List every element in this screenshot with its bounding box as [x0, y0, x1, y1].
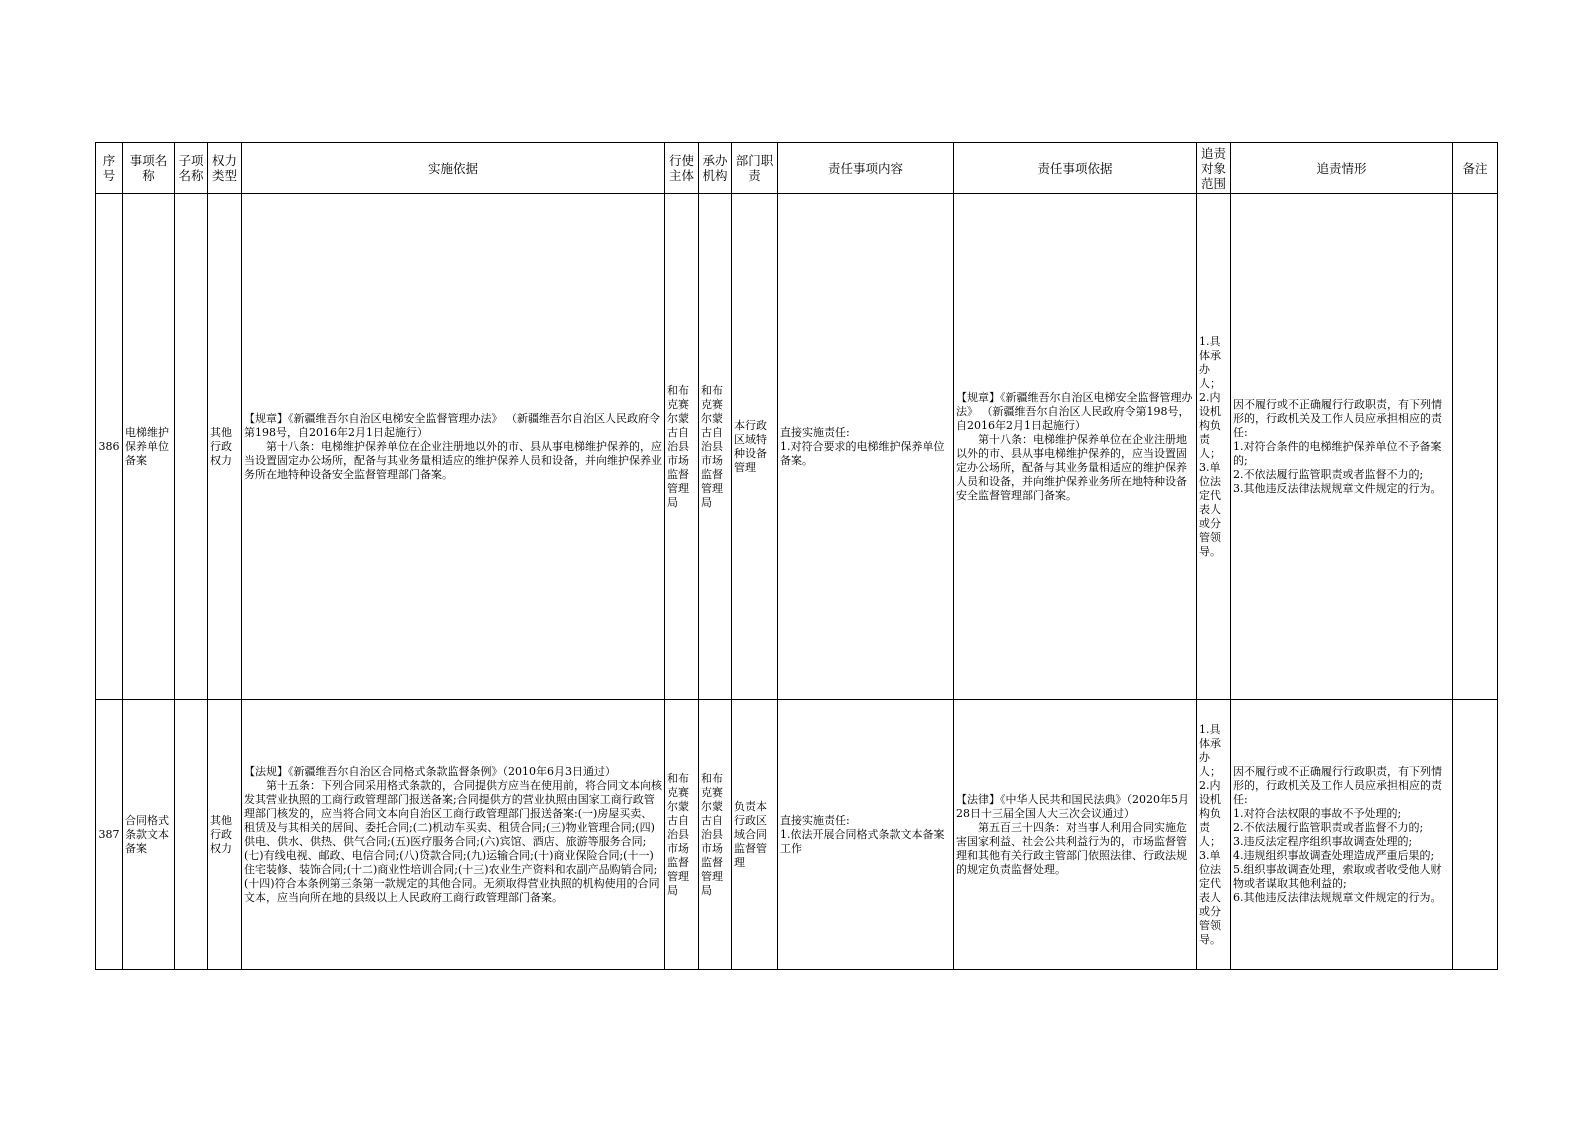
resp-basis-source: 【法律】《中华人民共和国民法典》（2020年5月28日十三届全国人大三次会议通过） — [956, 792, 1189, 820]
header-seq: 序号 — [96, 143, 123, 194]
cell-item: 合同格式条款文本备案 — [123, 700, 175, 970]
basis-article: 第十五条：下列合同采用格式条款的，合同提供方应当在使用前，将合同文本向核发其营业执照的工商行政管理部门报送备案;合同提供方的营业执照由国家工商行政管理部门核发的，应当将合同文本向自治区工商行政管理部门报送备案:(一)房屋买卖、租赁及与其相关的居间、委托合同;(二)机动车买卖、租赁合同;(三)物业管理合同;(四)供电、供水、供热、供气合同;(五)医疗服务合同;(六)宾馆、酒店、旅游等服务合同;(七)有线电视、邮政、电信合同;(八)贷款合同;(九)运输合同;(十)商业保险合同;(十一)住宅装修、装饰合同;(十二)商业性培训合同;(十三)农业生产资料和农副产品购销合同;(十四)符合本条例第三条第一款规定的其他合同。无须取得营业执照的机构使用的合同文本，应当向所在地的县级以上人民政府工商行政管理部门备案。 — [244, 778, 662, 904]
cell-note — [1453, 194, 1498, 700]
cell-org: 和布克赛尔蒙古自治县市场监督管理局 — [699, 700, 732, 970]
cell-sub — [175, 700, 208, 970]
cell-seq: 387 — [96, 700, 123, 970]
cell-scope: 1.具体承办人；2.内设机构负责人；3.单位法定代表人或分管领导。 — [1197, 194, 1231, 700]
situation-line: 6.其他违反法律法规规章文件规定的行为。 — [1233, 890, 1442, 904]
header-resp-basis: 责任事项依据 — [954, 143, 1197, 194]
situation-line: 因不履行或不正确履行行政职责，有下列情形的，行政机关及工作人员应承担相应的责任: — [1233, 764, 1442, 806]
content-line: 直接实施责任: — [780, 813, 850, 827]
situation-line: 2.不依法履行监管职责或者监督不力的; — [1233, 820, 1424, 834]
content-line: 1.对符合要求的电梯维护保养单位备案。 — [780, 439, 945, 467]
cell-subject: 和布克赛尔蒙古自治县市场监督管理局 — [665, 194, 699, 700]
situation-line: 5.组织事故调查处理，索取或者收受他人财物或者谋取其他利益的; — [1233, 862, 1442, 890]
cell-basis — [242, 700, 665, 970]
cell-duty: 负责本行政区域合同监督管理 — [732, 700, 778, 970]
content-line: 直接实施责任: — [780, 425, 850, 439]
cell-situation — [1231, 194, 1453, 700]
cell-situation — [1231, 700, 1453, 970]
header-sub: 子项名称 — [175, 143, 208, 194]
situation-line: 3.违反法定程序组织事故调查处理的; — [1233, 834, 1413, 848]
cell-note — [1453, 700, 1498, 970]
cell-item: 电梯维护保养单位备案 — [123, 194, 175, 700]
situation-line: 1.对符合条件的电梯维护保养单位不予备案的; — [1233, 439, 1442, 467]
header-item: 事项名称 — [123, 143, 175, 194]
power-list-table — [95, 142, 1498, 970]
resp-basis-article: 第十八条：电梯维护保养单位在企业注册地以外的市、县从事电梯维护保养的，应当设置固定办公场所，配备与其业务量相适应的维护保养人员和设备，并向维护保养业务所在地特种设备安全监督管理部门备案。 — [956, 432, 1187, 502]
header-duty: 部门职责 — [732, 143, 778, 194]
cell-duty: 本行政区域特种设备管理 — [732, 194, 778, 700]
cell-type: 其他行政权力 — [208, 700, 242, 970]
content-line: 1.依法开展合同格式条款文本备案工作 — [780, 827, 945, 855]
situation-line: 3.其他违反法律法规规章文件规定的行为。 — [1233, 481, 1442, 495]
cell-subject: 和布克赛尔蒙古自治县市场监督管理局 — [665, 700, 699, 970]
table-row — [96, 194, 1498, 700]
cell-seq: 386 — [96, 194, 123, 700]
header-situation: 追责情形 — [1231, 143, 1453, 194]
cell-content — [778, 700, 954, 970]
cell-org: 和布克赛尔蒙古自治县市场监督管理局 — [699, 194, 732, 700]
table-row — [96, 700, 1498, 970]
resp-basis-article: 第五百三十四条：对当事人利用合同实施危害国家利益、社会公共利益行为的，市场监督管理和其他有关行政主管部门依照法律、行政法规的规定负责监督处理。 — [956, 820, 1187, 876]
basis-source: 【法规】《新疆维吾尔自治区合同格式条款监督条例》（2010年6月3日通过） — [244, 764, 616, 778]
resp-basis-source: 【规章】《新疆维吾尔自治区电梯安全监督管理办法》 （新疆维吾尔自治区人民政府令第198号，自2016年2月1日起施行） — [956, 390, 1193, 432]
basis-article: 第十八条：电梯维护保养单位在企业注册地以外的市、县从事电梯维护保养的，应当设置固定办公场所，配备与其业务量相适应的维护保养人员和设备，并向维护保养业务所在地特种设备安全监督管理部门备案。 — [244, 439, 662, 481]
header-basis: 实施依据 — [242, 143, 665, 194]
cell-resp-basis — [954, 700, 1197, 970]
situation-line: 2.不依法履行监管职责或者监督不力的; — [1233, 467, 1424, 481]
situation-line: 1.对符合法权限的事故不予处理的; — [1233, 806, 1402, 820]
header-row — [96, 143, 1498, 194]
basis-source: 【规章】《新疆维吾尔自治区电梯安全监督管理办法》 （新疆维吾尔自治区人民政府令第198号，自2016年2月1日起施行） — [244, 411, 660, 439]
header-type: 权力类型 — [208, 143, 242, 194]
cell-resp-basis — [954, 194, 1197, 700]
cell-sub — [175, 194, 208, 700]
header-note: 备注 — [1453, 143, 1498, 194]
cell-basis — [242, 194, 665, 700]
cell-type: 其他行政权力 — [208, 194, 242, 700]
header-content: 责任事项内容 — [778, 143, 954, 194]
header-org: 承办机构 — [699, 143, 732, 194]
cell-content — [778, 194, 954, 700]
header-scope: 追责对象范围 — [1197, 143, 1231, 194]
cell-scope: 1.具体承办人；2.内设机构负责人；3.单位法定代表人或分管领导。 — [1197, 700, 1231, 970]
header-subject: 行使主体 — [665, 143, 699, 194]
situation-line: 4.违规组织事故调查处理造成严重后果的; — [1233, 848, 1435, 862]
situation-line: 因不履行或不正确履行行政职责，有下列情形的，行政机关及工作人员应承担相应的责任: — [1233, 397, 1442, 439]
